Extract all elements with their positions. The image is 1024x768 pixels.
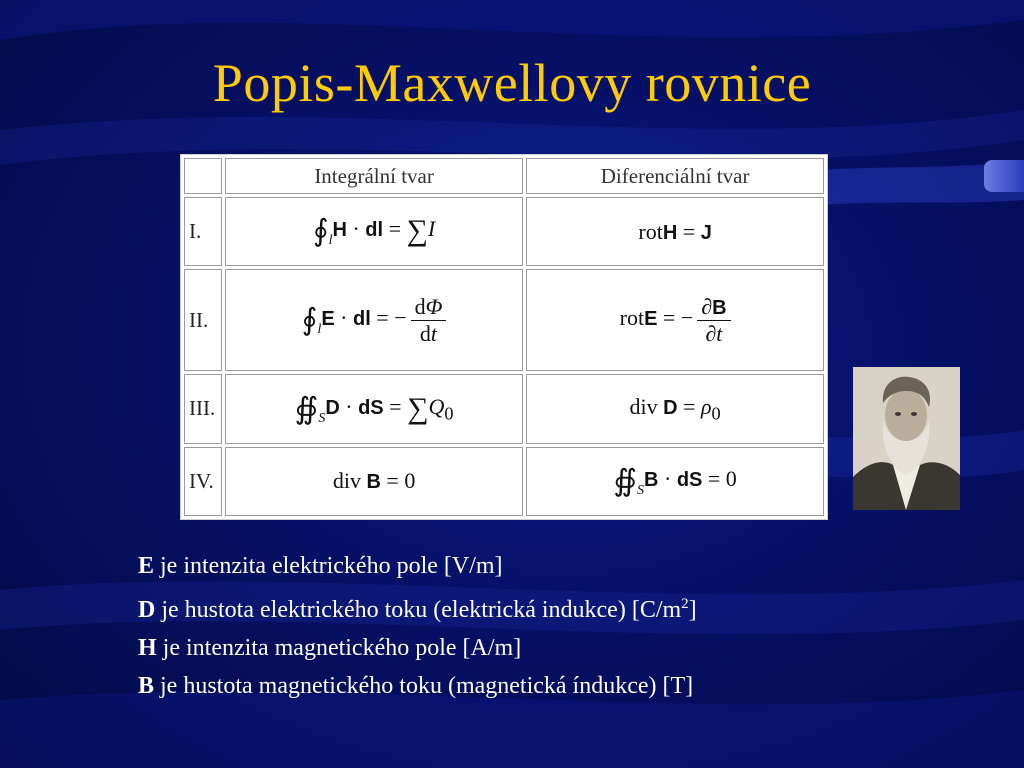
equation-integral-gauss-electric: $∯_SD$ · dS = $\sum Q_0$ xyxy=(225,374,523,443)
legend-text: je hustota magnetického toku (magnetická índukce) [T] xyxy=(154,673,694,699)
legend-item-b xyxy=(138,667,697,705)
equation-differential-ampere: rotH = J xyxy=(526,197,824,266)
row-label: IV. xyxy=(184,447,222,516)
row-label: III. xyxy=(184,374,222,443)
maxwell-equations-table xyxy=(180,154,828,520)
symbol-legend xyxy=(138,547,697,705)
slide-title: Popis-Maxwellovy rovnice xyxy=(212,53,812,113)
legend-superscript: 2 xyxy=(681,596,689,612)
header-cell-empty xyxy=(184,158,222,194)
legend-text: je hustota elektrického toku (elektrická indukce) [C/m xyxy=(155,597,682,623)
equation-integral-ampere: $∮_lH$ · dl = ∑I xyxy=(225,197,523,266)
legend-text: je intenzita elektrického pole [V/m] xyxy=(154,553,503,579)
equation-differential-gauss-magnetic: div B = 0 xyxy=(225,447,523,516)
portrait-illustration xyxy=(853,367,960,510)
portrait-photo xyxy=(853,367,960,510)
header-integral-form: Integrální tvar xyxy=(225,158,523,194)
legend-item-e xyxy=(138,547,697,585)
legend-symbol: H xyxy=(138,635,157,661)
legend-text-tail: ] xyxy=(688,597,697,623)
page-edge-tab-icon xyxy=(984,160,1024,192)
legend-symbol: D xyxy=(138,597,156,623)
table-row-2 xyxy=(184,269,824,371)
legend-symbol: B xyxy=(138,673,155,699)
row-label: I. xyxy=(184,197,222,266)
legend-item-h xyxy=(138,629,697,667)
equation-integral-faraday: $∮_lE$ · dl = − $\frac{d\Phi}{dt}$ xyxy=(225,269,523,371)
table-header-row xyxy=(184,158,824,194)
row-label: II. xyxy=(184,269,222,371)
legend-item-d xyxy=(138,585,697,629)
equation-differential-gauss-electric: div $D = \rho_0$ xyxy=(526,374,824,443)
table-row-4 xyxy=(184,447,824,516)
table-row-1 xyxy=(184,197,824,266)
legend-symbol: E xyxy=(138,553,155,579)
table-row-3 xyxy=(184,374,824,443)
equation-integral-gauss-magnetic: $∯_SB$ · dS = 0 xyxy=(526,447,824,516)
legend-text: je intenzita magnetického pole [A/m] xyxy=(156,635,522,661)
header-differential-form: Diferenciální tvar xyxy=(526,158,824,194)
equation-differential-faraday: rotE = − $\frac{\partial B}{\partial t}$ xyxy=(526,269,824,371)
